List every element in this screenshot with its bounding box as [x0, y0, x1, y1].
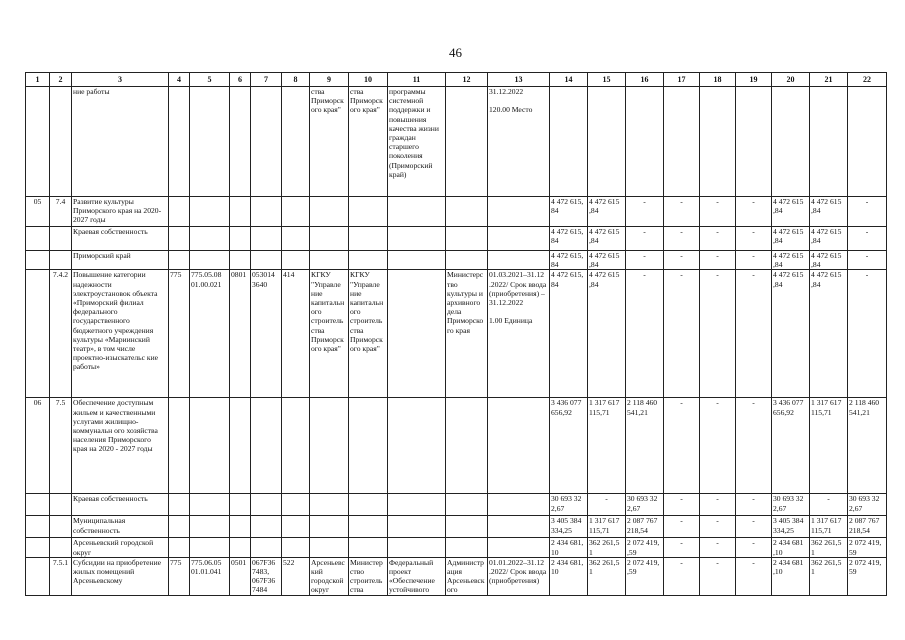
table-cell	[310, 516, 349, 538]
table-cell: 1 317 617 115,71	[810, 516, 848, 538]
table-body	[26, 73, 887, 596]
table-cell	[169, 494, 190, 516]
table-cell: -	[626, 270, 664, 398]
table-cell: 3 436 077 656,92	[550, 398, 588, 494]
table-row	[26, 270, 887, 398]
table-cell	[50, 251, 72, 270]
table-cell: Краевая собственность	[72, 494, 169, 516]
table-cell	[230, 87, 251, 197]
table-cell	[230, 516, 251, 538]
table-cell: КГКУ "Управле ние капитальн ого строитель ства Приморск ого края"	[310, 270, 349, 398]
table-cell	[26, 227, 50, 251]
table-cell: 4 472 615 ,84	[588, 251, 626, 270]
table-cell	[251, 251, 282, 270]
table-row	[26, 398, 887, 494]
table-cell: -	[664, 270, 700, 398]
column-header: 11	[388, 73, 446, 87]
table-cell	[446, 494, 488, 516]
table-cell	[349, 494, 388, 516]
table-cell	[190, 251, 230, 270]
table-cell	[388, 538, 446, 557]
column-header: 12	[446, 73, 488, 87]
table-cell: 2 434 681 ,10	[772, 538, 810, 557]
table-cell: 053014 3640	[251, 270, 282, 398]
column-header: 3	[72, 73, 169, 87]
table-cell: 05	[26, 197, 50, 227]
table-cell: -	[588, 494, 626, 516]
table-cell: 4 472 615 ,84	[588, 270, 626, 398]
table-cell	[190, 197, 230, 227]
table-cell: -	[848, 227, 887, 251]
table-cell	[230, 494, 251, 516]
table-cell: 4 472 615 ,84	[810, 197, 848, 227]
table-cell: 2 072 419, 59	[848, 557, 887, 595]
table-cell: 30 693 32 2,67	[848, 494, 887, 516]
table-cell	[169, 538, 190, 557]
table-cell	[190, 516, 230, 538]
table-cell: 4 472 615 ,84	[772, 270, 810, 398]
table-cell: Приморский край	[72, 251, 169, 270]
table-cell: ства Приморск ого края"	[310, 87, 349, 197]
table-cell: 067F36 7483, 067F36 7484	[251, 557, 282, 595]
table-row	[26, 516, 887, 538]
table-cell	[349, 516, 388, 538]
table-cell	[230, 227, 251, 251]
table-cell: -	[736, 398, 772, 494]
table-cell	[388, 516, 446, 538]
table-cell: -	[664, 538, 700, 557]
table-cell: -	[700, 270, 736, 398]
table-cell	[488, 538, 550, 557]
table-cell: 7.4	[50, 197, 72, 227]
table-cell: КГКУ "Управле ние капитальн ого строитель ства Приморск ого края"	[349, 270, 388, 398]
table-cell	[251, 197, 282, 227]
table-cell	[50, 494, 72, 516]
table-cell: -	[700, 494, 736, 516]
table-cell	[169, 227, 190, 251]
table-cell	[190, 538, 230, 557]
table-cell	[388, 494, 446, 516]
table-cell: 3 405 384 334,25	[550, 516, 588, 538]
table-cell	[190, 398, 230, 494]
table-cell	[282, 538, 310, 557]
table-cell: -	[700, 398, 736, 494]
table-cell	[488, 398, 550, 494]
table-cell	[26, 538, 50, 557]
column-header: 2	[50, 73, 72, 87]
table-cell: 30 693 32 2,67	[772, 494, 810, 516]
table-cell	[349, 398, 388, 494]
table-cell: Министер ство строитель ства	[349, 557, 388, 595]
table-cell: 2 072 419, 59	[848, 538, 887, 557]
table-cell: Субсидии на приобретение жилых помещений Арсеньевскому	[72, 557, 169, 595]
table-cell: -	[700, 197, 736, 227]
table-cell	[282, 227, 310, 251]
table-cell	[282, 197, 310, 227]
table-cell	[26, 516, 50, 538]
table-cell	[310, 251, 349, 270]
table-cell	[230, 398, 251, 494]
table-cell: 2 072 419, ,59	[626, 557, 664, 595]
table-cell	[446, 227, 488, 251]
table-cell	[349, 227, 388, 251]
table-cell: Арсеньевс кий городской округ	[310, 557, 349, 595]
table-cell: 4 472 615 ,84	[588, 227, 626, 251]
table-cell	[282, 494, 310, 516]
table-cell	[446, 398, 488, 494]
table-cell: программы системной поддержки и повышения качества жизни граждан старшего поколения (Приморский край)	[388, 87, 446, 197]
table-cell	[26, 87, 50, 197]
table-row	[26, 538, 887, 557]
table-cell: -	[664, 197, 700, 227]
table-cell	[169, 87, 190, 197]
table-cell	[700, 87, 736, 197]
table-row	[26, 227, 887, 251]
table-cell: -	[736, 227, 772, 251]
table-cell: -	[736, 197, 772, 227]
table-cell: -	[700, 516, 736, 538]
table-cell	[169, 398, 190, 494]
table-cell	[388, 197, 446, 227]
table-cell	[26, 557, 50, 595]
table-cell	[388, 270, 446, 398]
table-cell: 362 261,5 1	[588, 557, 626, 595]
table-cell: 4 472 615, 84	[550, 197, 588, 227]
table-cell: 4 472 615 ,84	[810, 227, 848, 251]
table-cell: 4 472 615, 84	[550, 227, 588, 251]
table-cell	[251, 538, 282, 557]
table-cell	[251, 516, 282, 538]
table-cell: 3 436 077 656,92	[772, 398, 810, 494]
table-cell	[251, 398, 282, 494]
table-cell: -	[736, 494, 772, 516]
page-number: 46	[449, 45, 462, 60]
table-cell: Администр ация Арсеньевск ого	[446, 557, 488, 595]
table-cell: 414	[282, 270, 310, 398]
column-header: 22	[848, 73, 887, 87]
table-cell	[446, 197, 488, 227]
table-cell	[488, 494, 550, 516]
table-cell: -	[700, 557, 736, 595]
column-header: 19	[736, 73, 772, 87]
table-cell	[349, 197, 388, 227]
column-header: 4	[169, 73, 190, 87]
table-cell: -	[664, 494, 700, 516]
table-cell: 2 072 419, ,59	[626, 538, 664, 557]
table-cell	[550, 87, 588, 197]
column-header: 18	[700, 73, 736, 87]
column-header: 9	[310, 73, 349, 87]
table-cell	[26, 270, 50, 398]
table-cell	[736, 87, 772, 197]
table-cell	[588, 87, 626, 197]
table-cell	[169, 251, 190, 270]
table-cell	[446, 516, 488, 538]
table-cell	[488, 197, 550, 227]
table-cell: 1 317 617 115,71	[588, 516, 626, 538]
table-cell	[50, 538, 72, 557]
table-cell: -	[664, 251, 700, 270]
table-cell: -	[736, 538, 772, 557]
table-row	[26, 494, 887, 516]
table-cell	[282, 516, 310, 538]
table-cell: 362 261,5 1	[810, 538, 848, 557]
table-cell: Обеспечение доступным жильем и качественными услугами жилищно-коммунальн ого хозяйства населения Приморского края на 2020 - 2027 годы	[72, 398, 169, 494]
table-cell: 4 472 615, 84	[550, 270, 588, 398]
table-cell	[446, 251, 488, 270]
table-cell: Министерс тво культуры и архивного дела Приморско го края	[446, 270, 488, 398]
table-cell	[50, 87, 72, 197]
table-cell	[388, 227, 446, 251]
table-cell: 7.5	[50, 398, 72, 494]
table-cell: ства Приморск ого края"	[349, 87, 388, 197]
column-header: 21	[810, 73, 848, 87]
table-cell: -	[664, 516, 700, 538]
table-cell: 01.03.2021–31.12 .2022/ Срок ввода (приобретения) – 31.12.2022 1.00 Единица	[488, 270, 550, 398]
table-cell: -	[848, 270, 887, 398]
table-cell: 775	[169, 270, 190, 398]
table-cell: Краевая собственность	[72, 227, 169, 251]
table-cell	[190, 227, 230, 251]
table-cell: 775.06.05 01.01.041	[190, 557, 230, 595]
table-cell: -	[700, 538, 736, 557]
column-header: 14	[550, 73, 588, 87]
table-cell: 0501	[230, 557, 251, 595]
table-cell: 1 317 617 115,71	[810, 398, 848, 494]
table-cell: 522	[282, 557, 310, 595]
table-cell: 4 472 615 ,84	[588, 197, 626, 227]
table-cell: 3 405 384 334,25	[772, 516, 810, 538]
table-cell	[169, 516, 190, 538]
table-cell: 4 472 615 ,84	[772, 197, 810, 227]
table-cell: -	[810, 494, 848, 516]
table-row	[26, 557, 887, 595]
column-header: 8	[282, 73, 310, 87]
table-cell: Арсеньевский городской округ	[72, 538, 169, 557]
table-cell: 4 472 615 ,84	[810, 251, 848, 270]
table-cell	[310, 494, 349, 516]
table-cell: 2 434 681, 10	[550, 557, 588, 595]
table-cell	[772, 87, 810, 197]
table-cell: 31.12.2022 120.00 Место	[488, 87, 550, 197]
column-header: 20	[772, 73, 810, 87]
table-cell: Развитие культуры Приморского края на 2020-2027 годы	[72, 197, 169, 227]
table-cell: 775	[169, 557, 190, 595]
table-cell	[388, 251, 446, 270]
table-cell	[310, 197, 349, 227]
budget-table	[25, 72, 887, 596]
table-cell	[190, 87, 230, 197]
column-header: 6	[230, 73, 251, 87]
table-cell: 06	[26, 398, 50, 494]
table-cell: -	[626, 251, 664, 270]
table-cell: -	[736, 557, 772, 595]
column-header: 5	[190, 73, 230, 87]
table-cell: 362 261,5 1	[588, 538, 626, 557]
table-cell: 7.4.2	[50, 270, 72, 398]
table-cell: -	[664, 398, 700, 494]
table-cell	[626, 87, 664, 197]
table-cell: -	[736, 516, 772, 538]
table-cell: 4 472 615, 84	[550, 251, 588, 270]
table-cell: 775.05.08 01.00.021	[190, 270, 230, 398]
table-cell	[349, 538, 388, 557]
table-cell: -	[848, 251, 887, 270]
table-row	[26, 87, 887, 197]
table-cell: -	[664, 557, 700, 595]
table-cell: 1 317 617 115,71	[588, 398, 626, 494]
table-cell	[664, 87, 700, 197]
table-row	[26, 197, 887, 227]
table-cell	[230, 197, 251, 227]
table-cell: -	[736, 270, 772, 398]
table-cell	[169, 197, 190, 227]
header-row	[26, 73, 887, 87]
table-cell	[251, 87, 282, 197]
table-cell	[488, 227, 550, 251]
table-cell	[810, 87, 848, 197]
table-cell	[310, 398, 349, 494]
table-cell: 0801	[230, 270, 251, 398]
table-cell	[488, 251, 550, 270]
column-header: 7	[251, 73, 282, 87]
table-cell	[446, 87, 488, 197]
table-cell	[282, 251, 310, 270]
table-cell	[282, 87, 310, 197]
table-cell	[251, 227, 282, 251]
column-header: 13	[488, 73, 550, 87]
table-cell: Федеральный проект «Обеспечение устойчивого	[388, 557, 446, 595]
table-cell: 01.01.2022–31.12 .2022/ Срок ввода (приобретения)	[488, 557, 550, 595]
table-cell: 4 472 615 ,84	[772, 251, 810, 270]
table-cell	[349, 251, 388, 270]
table-cell	[310, 227, 349, 251]
table-cell	[190, 494, 230, 516]
table-cell: -	[848, 197, 887, 227]
table-cell	[26, 494, 50, 516]
table-cell	[848, 87, 887, 197]
table-cell: 30 693 32 2,67	[626, 494, 664, 516]
table-cell: 2 087 767 218,54	[626, 516, 664, 538]
table-cell: 2 434 681 ,10	[772, 557, 810, 595]
column-header: 15	[588, 73, 626, 87]
table-cell	[310, 538, 349, 557]
table-cell: 4 472 615 ,84	[810, 270, 848, 398]
table-cell	[446, 538, 488, 557]
table-cell: 362 261,5 1	[810, 557, 848, 595]
table-cell: -	[700, 227, 736, 251]
table-row	[26, 251, 887, 270]
table-cell: -	[626, 227, 664, 251]
table-cell	[251, 494, 282, 516]
table-cell: Повышение категории надежности электроустановок объекта «Приморский филиал федерального государственного бюджетного учреждения культуры «Мариинский театр», в том числе проектно-изыскательс кие работы»	[72, 270, 169, 398]
table-cell: 4 472 615 ,84	[772, 227, 810, 251]
table-cell	[282, 398, 310, 494]
column-header: 1	[26, 73, 50, 87]
table-cell: 2 118 460 541,21	[848, 398, 887, 494]
column-header: 16	[626, 73, 664, 87]
table-cell: 2 118 460 541,21	[626, 398, 664, 494]
table-cell: -	[664, 227, 700, 251]
table-cell: ние работы	[72, 87, 169, 197]
table-cell	[230, 538, 251, 557]
column-header: 10	[349, 73, 388, 87]
table-cell	[488, 516, 550, 538]
table-cell: 30 693 32 2,67	[550, 494, 588, 516]
table-cell: -	[736, 251, 772, 270]
table-cell: 2 434 681, 10	[550, 538, 588, 557]
table-cell: -	[626, 197, 664, 227]
table-cell	[388, 398, 446, 494]
table-cell	[50, 227, 72, 251]
column-header: 17	[664, 73, 700, 87]
table-cell	[26, 251, 50, 270]
table-cell: Муниципальная собственность	[72, 516, 169, 538]
table-cell: -	[700, 251, 736, 270]
table-cell: 7.5.1	[50, 557, 72, 595]
table-cell	[50, 516, 72, 538]
table-cell: 2 087 767 218,54	[848, 516, 887, 538]
table-cell	[230, 251, 251, 270]
